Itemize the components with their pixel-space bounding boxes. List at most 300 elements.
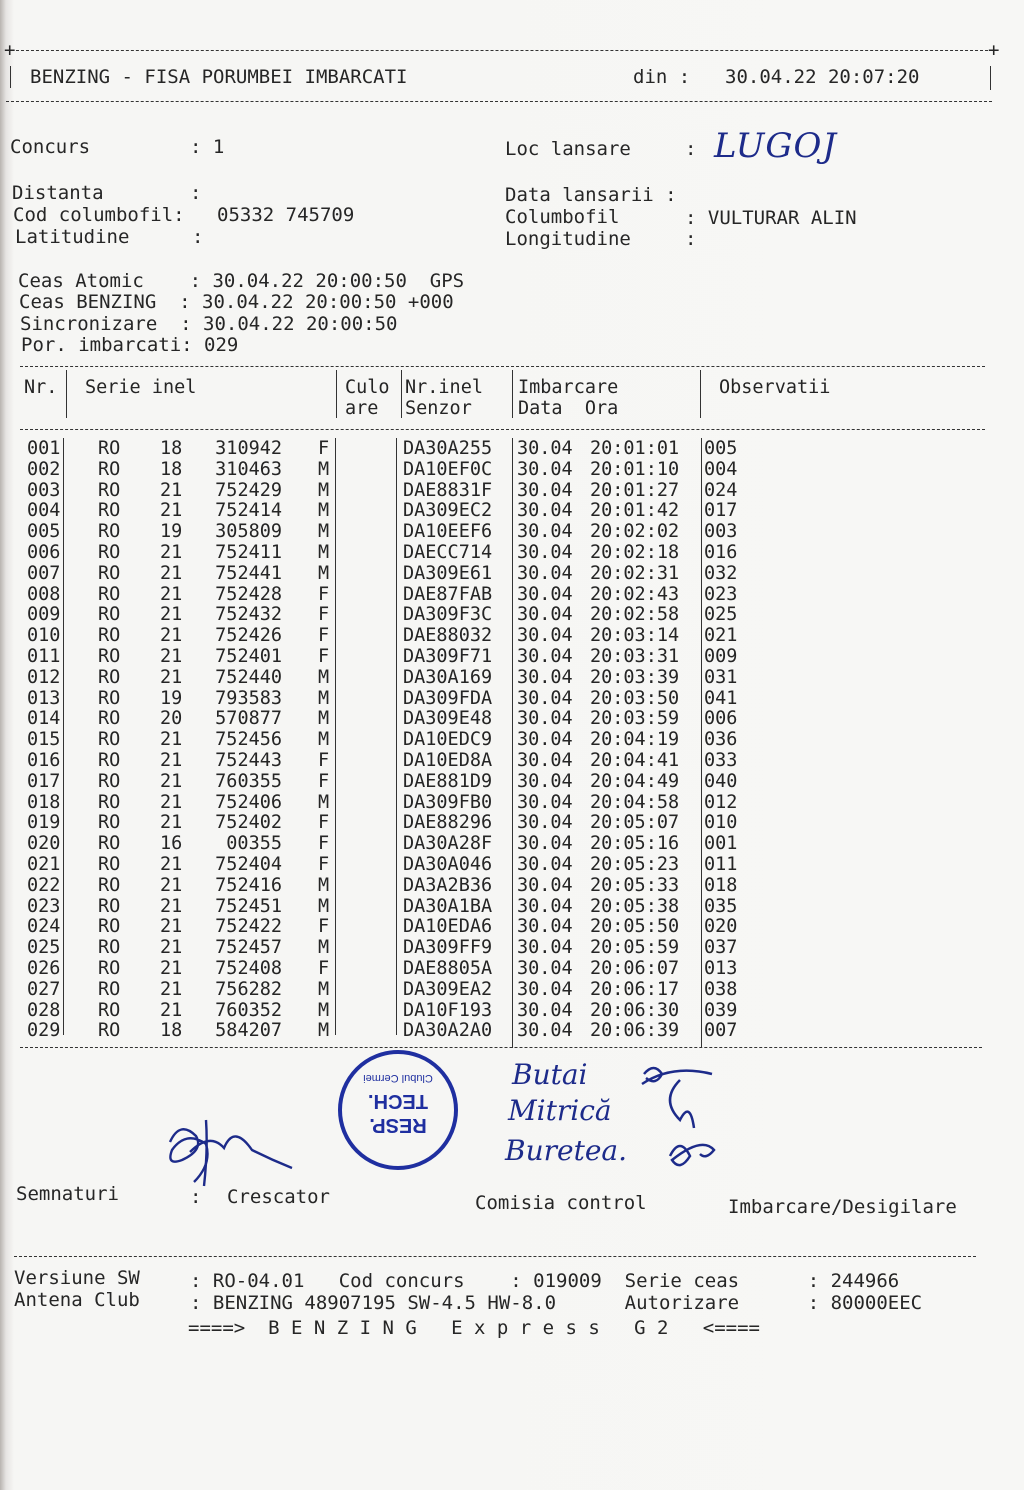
cell-time: 20:04:19 xyxy=(590,729,680,751)
cell-obs: 041 xyxy=(704,687,738,709)
cell-sex: M xyxy=(318,978,330,1000)
cell-obs: 025 xyxy=(704,604,738,626)
document-title: BENZING - FISA PORUMBEI IMBARCATI xyxy=(30,66,408,88)
stamp-text-1: RESP. xyxy=(369,1114,427,1136)
cell-sex: F xyxy=(318,646,330,667)
cell-sex: F xyxy=(318,916,330,938)
cell-country: RO xyxy=(98,583,121,605)
cell-time: 20:01:10 xyxy=(590,458,680,480)
cell-nr: 003 xyxy=(27,479,61,501)
cell-obs: 009 xyxy=(704,646,738,667)
cell-country: RO xyxy=(98,625,121,647)
cell-nr: 015 xyxy=(27,729,61,751)
cell-sex: M xyxy=(318,562,330,584)
cell-obs: 020 xyxy=(704,916,738,938)
cell-obs: 021 xyxy=(704,625,738,647)
table-top-rule xyxy=(20,366,985,367)
cell-obs: 016 xyxy=(704,542,738,563)
cell-ring: 310463 xyxy=(215,458,282,480)
cell-sensor: DAE8805A xyxy=(403,958,493,979)
cell-country: RO xyxy=(98,833,121,855)
cell-obs: 035 xyxy=(704,895,738,917)
concurs-label: Concurs xyxy=(10,136,91,158)
cell-ring: 00355 xyxy=(226,833,282,855)
header-bottom-rule xyxy=(6,101,992,102)
cell-sex: M xyxy=(318,729,330,751)
club-stamp xyxy=(338,1050,458,1170)
imbarcare-label: Imbarcare/Desigilare xyxy=(728,1196,957,1218)
cell-nr: 005 xyxy=(27,521,61,543)
cell-ring: 752451 xyxy=(215,895,282,917)
cell-ring: 752432 xyxy=(215,604,282,626)
cell-year: 21 xyxy=(160,812,183,834)
col-divider xyxy=(66,370,67,418)
cell-ring: 752429 xyxy=(215,479,282,501)
cell-date: 30.04 xyxy=(517,666,573,688)
cell-year: 21 xyxy=(160,916,183,938)
cell-year: 21 xyxy=(160,874,183,896)
cell-year: 21 xyxy=(160,604,183,626)
cell-sensor: DAE88296 xyxy=(403,812,493,834)
cell-sensor: DA10EDC9 xyxy=(403,729,493,751)
cell-year: 21 xyxy=(160,958,183,979)
cell-date: 30.04 xyxy=(517,958,573,979)
latitudine-label: Latitudine xyxy=(15,226,130,248)
col-divider xyxy=(335,438,336,1035)
cell-obs: 037 xyxy=(704,937,738,959)
cell-sensor: DA309EA2 xyxy=(403,978,493,1000)
cell-date: 30.04 xyxy=(517,562,573,584)
cell-nr: 025 xyxy=(27,937,61,959)
footer-line-3: ====> B E N Z I N G E x p r e s s G 2 <==== xyxy=(188,1317,760,1339)
cell-time: 20:02:18 xyxy=(590,542,680,563)
cell-time: 20:04:49 xyxy=(590,770,680,792)
cell-country: RO xyxy=(98,542,121,563)
cell-sex: M xyxy=(318,895,330,917)
ceas-atomic: Ceas Atomic : 30.04.22 20:00:50 GPS xyxy=(18,270,465,292)
cell-sensor: DA309EC2 xyxy=(403,500,493,522)
cell-country: RO xyxy=(98,916,121,938)
cell-year: 18 xyxy=(160,1020,183,1042)
col-header-culoare-2: are xyxy=(345,398,379,419)
cell-country: RO xyxy=(98,1020,121,1042)
cell-date: 30.04 xyxy=(517,604,573,626)
cell-obs: 013 xyxy=(704,958,738,979)
cell-time: 20:02:02 xyxy=(590,521,680,543)
cell-year: 21 xyxy=(160,937,183,959)
cell-obs: 018 xyxy=(704,874,738,896)
cell-sex: M xyxy=(318,1020,330,1042)
cell-date: 30.04 xyxy=(517,750,573,771)
cell-time: 20:01:27 xyxy=(590,479,680,501)
cell-date: 30.04 xyxy=(517,479,573,501)
cell-nr: 027 xyxy=(27,978,61,1000)
cell-sensor: DAE87FAB xyxy=(403,583,493,605)
cell-year: 21 xyxy=(160,562,183,584)
cell-ring: 752443 xyxy=(215,750,282,771)
cell-year: 21 xyxy=(160,583,183,605)
cell-sensor: DAE8831F xyxy=(403,479,493,501)
cell-sensor: DA30A1BA xyxy=(403,895,493,917)
cell-country: RO xyxy=(98,458,121,480)
cell-country: RO xyxy=(98,729,121,751)
cell-sensor: DA30A28F xyxy=(403,833,493,855)
cell-date: 30.04 xyxy=(517,999,573,1021)
por-imbarcati: Por. imbarcati: 029 xyxy=(21,334,239,356)
cell-sensor: DA10ED8A xyxy=(403,750,493,771)
sincronizare: Sincronizare : 30.04.22 20:00:50 xyxy=(20,313,398,335)
col-header-nrinel-2: Senzor xyxy=(405,398,472,419)
cell-ring: 584207 xyxy=(215,1020,282,1042)
cell-nr: 029 xyxy=(27,1020,61,1042)
crescator-signature xyxy=(160,1112,310,1192)
columbofil-value: : VULTURAR ALIN xyxy=(685,207,857,229)
cell-year: 21 xyxy=(160,978,183,1000)
cell-sensor: DAECC714 xyxy=(403,542,493,563)
cell-ring: 310942 xyxy=(215,438,282,459)
cell-time: 20:06:17 xyxy=(590,978,680,1000)
cell-country: RO xyxy=(98,874,121,896)
cell-sensor: DA10F193 xyxy=(403,999,493,1021)
cell-ring: 752426 xyxy=(215,625,282,647)
cell-nr: 022 xyxy=(27,874,61,896)
col-divider xyxy=(512,438,513,1048)
cell-obs: 011 xyxy=(704,854,738,875)
concurs-value: : 1 xyxy=(190,136,225,158)
cod-columbofil-label: Cod columbofil: xyxy=(13,204,185,226)
header-left-bar xyxy=(10,66,11,88)
col-divider xyxy=(396,438,397,1035)
col-header-serie: Serie inel xyxy=(85,377,197,398)
cell-ring: 760352 xyxy=(215,999,282,1021)
cell-obs: 040 xyxy=(704,770,738,792)
cell-obs: 012 xyxy=(704,791,738,813)
cell-ring: 756282 xyxy=(215,978,282,1000)
cell-year: 21 xyxy=(160,666,183,688)
cell-sex: F xyxy=(318,770,330,792)
latitudine-value: : xyxy=(192,226,204,248)
cell-date: 30.04 xyxy=(517,895,573,917)
cell-date: 30.04 xyxy=(517,458,573,480)
header-top-rule xyxy=(6,50,998,51)
cell-nr: 008 xyxy=(27,583,61,605)
cell-nr: 001 xyxy=(27,438,61,459)
loc-lansare-label: Loc lansare xyxy=(505,138,631,160)
stamp-text-2: TECH. xyxy=(368,1090,428,1112)
cell-ring: 752428 xyxy=(215,583,282,605)
cell-date: 30.04 xyxy=(517,687,573,709)
cell-date: 30.04 xyxy=(517,583,573,605)
cell-country: RO xyxy=(98,521,121,543)
cell-nr: 024 xyxy=(27,916,61,938)
col-header-nrinel-1: Nr.inel xyxy=(405,377,483,398)
cell-time: 20:03:14 xyxy=(590,625,680,647)
cell-sensor: DA10EDA6 xyxy=(403,916,493,938)
cell-time: 20:02:43 xyxy=(590,583,680,605)
col-divider xyxy=(401,370,402,418)
cell-date: 30.04 xyxy=(517,729,573,751)
cell-ring: 752422 xyxy=(215,916,282,938)
cell-country: RO xyxy=(98,958,121,979)
cell-sensor: DA309FB0 xyxy=(403,791,493,813)
corner-plus: + xyxy=(4,39,16,61)
longitudine-label: Longitudine xyxy=(505,228,631,250)
cell-time: 20:06:07 xyxy=(590,958,680,979)
col-divider xyxy=(63,438,64,1035)
cell-nr: 002 xyxy=(27,458,61,480)
cell-year: 18 xyxy=(160,458,183,480)
cell-date: 30.04 xyxy=(517,854,573,875)
cell-time: 20:03:59 xyxy=(590,708,680,730)
cell-country: RO xyxy=(98,687,121,709)
cell-ring: 760355 xyxy=(215,770,282,792)
handwritten-name-2: Mitrică xyxy=(508,1094,612,1127)
cell-year: 19 xyxy=(160,521,183,543)
cell-country: RO xyxy=(98,666,121,688)
cell-nr: 023 xyxy=(27,895,61,917)
cell-ring: 752414 xyxy=(215,500,282,522)
cell-time: 20:05:23 xyxy=(590,854,680,875)
cell-ring: 752408 xyxy=(215,958,282,979)
cell-country: RO xyxy=(98,895,121,917)
cell-time: 20:01:42 xyxy=(590,500,680,522)
cell-date: 30.04 xyxy=(517,833,573,855)
cell-time: 20:01:01 xyxy=(590,438,680,459)
cell-nr: 006 xyxy=(27,542,61,563)
cell-nr: 019 xyxy=(27,812,61,834)
col-divider xyxy=(336,370,337,418)
cell-ring: 752441 xyxy=(215,562,282,584)
ceas-benzing: Ceas BENZING : 30.04.22 20:00:50 +000 xyxy=(19,291,454,313)
cod-columbofil-value: 05332 745709 xyxy=(217,204,355,226)
cell-country: RO xyxy=(98,562,121,584)
cell-obs: 017 xyxy=(704,500,738,522)
cell-sensor: DA30A255 xyxy=(403,438,493,459)
col-header-nr: Nr. xyxy=(24,377,58,398)
crescator-label: Crescator xyxy=(227,1186,330,1208)
cell-country: RO xyxy=(98,479,121,501)
cell-sensor: DA309FF9 xyxy=(403,937,493,959)
cell-time: 20:04:41 xyxy=(590,750,680,771)
cell-sensor: DA10EF0C xyxy=(403,458,493,480)
cell-year: 21 xyxy=(160,999,183,1021)
cell-time: 20:04:58 xyxy=(590,791,680,813)
cell-obs: 004 xyxy=(704,458,738,480)
cell-sex: M xyxy=(318,666,330,688)
cell-country: RO xyxy=(98,770,121,792)
cell-sex: M xyxy=(318,458,330,480)
cell-sensor: DAE88032 xyxy=(403,625,493,647)
cell-sex: M xyxy=(318,500,330,522)
footer-rule xyxy=(14,1256,976,1257)
cell-country: RO xyxy=(98,854,121,875)
cell-ring: 793583 xyxy=(215,687,282,709)
cell-date: 30.04 xyxy=(517,646,573,667)
cell-date: 30.04 xyxy=(517,1020,573,1042)
cell-nr: 020 xyxy=(27,833,61,855)
cell-date: 30.04 xyxy=(517,708,573,730)
cell-sex: F xyxy=(318,625,330,647)
cell-country: RO xyxy=(98,708,121,730)
cell-sex: F xyxy=(318,812,330,834)
cell-date: 30.04 xyxy=(517,937,573,959)
cell-sex: F xyxy=(318,604,330,626)
cell-sensor: DA309F3C xyxy=(403,604,493,626)
cell-sensor: DA30A2A0 xyxy=(403,1020,493,1042)
cell-year: 21 xyxy=(160,770,183,792)
cell-ring: 570877 xyxy=(215,708,282,730)
cell-obs: 005 xyxy=(704,438,738,459)
cell-year: 21 xyxy=(160,500,183,522)
cell-nr: 011 xyxy=(27,646,61,667)
cell-nr: 012 xyxy=(27,666,61,688)
cell-date: 30.04 xyxy=(517,770,573,792)
cell-time: 20:05:33 xyxy=(590,874,680,896)
cell-ring: 752406 xyxy=(215,791,282,813)
cell-year: 16 xyxy=(160,833,183,855)
cell-sex: M xyxy=(318,708,330,730)
antena-label: Antena Club xyxy=(14,1289,140,1311)
cell-date: 30.04 xyxy=(517,625,573,647)
cell-country: RO xyxy=(98,500,121,522)
cell-date: 30.04 xyxy=(517,978,573,1000)
cell-date: 30.04 xyxy=(517,542,573,563)
handwritten-signature-marks xyxy=(630,1058,750,1178)
col-header-culoare-1: Culo xyxy=(345,377,390,398)
cell-obs: 001 xyxy=(704,833,738,855)
col-header-imbarcare-1: Imbarcare xyxy=(518,377,619,398)
cell-sex: M xyxy=(318,937,330,959)
cell-time: 20:02:58 xyxy=(590,604,680,626)
header-right-bar xyxy=(990,66,991,90)
stamp-text-3: Clubul Cermei xyxy=(363,1072,433,1084)
cell-sex: M xyxy=(318,874,330,896)
cell-year: 21 xyxy=(160,750,183,771)
cell-year: 21 xyxy=(160,479,183,501)
cell-time: 20:02:31 xyxy=(590,562,680,584)
cell-obs: 038 xyxy=(704,978,738,1000)
cell-nr: 028 xyxy=(27,999,61,1021)
cell-year: 19 xyxy=(160,687,183,709)
cell-obs: 039 xyxy=(704,999,738,1021)
cell-sex: F xyxy=(318,750,330,771)
cell-year: 21 xyxy=(160,542,183,563)
cell-sex: M xyxy=(318,479,330,501)
cell-nr: 021 xyxy=(27,854,61,875)
cell-sensor: DA30A046 xyxy=(403,854,493,875)
cell-nr: 017 xyxy=(27,770,61,792)
semnaturi-label: Semnaturi xyxy=(16,1183,119,1205)
cell-sensor: DAE881D9 xyxy=(403,770,493,792)
semnaturi-sep: : xyxy=(190,1186,202,1208)
cell-obs: 031 xyxy=(704,666,738,688)
cell-year: 21 xyxy=(160,625,183,647)
cell-time: 20:06:39 xyxy=(590,1020,680,1042)
cell-year: 21 xyxy=(160,729,183,751)
handwritten-name-1: Butai xyxy=(512,1058,588,1091)
cell-country: RO xyxy=(98,937,121,959)
cell-country: RO xyxy=(98,978,121,1000)
cell-year: 20 xyxy=(160,708,183,730)
cell-time: 20:03:50 xyxy=(590,687,680,709)
col-divider xyxy=(700,370,701,418)
longitudine-value: : xyxy=(685,228,697,250)
print-date: 30.04.22 20:07:20 xyxy=(725,66,920,88)
cell-sex: F xyxy=(318,854,330,875)
cell-year: 21 xyxy=(160,791,183,813)
cell-date: 30.04 xyxy=(517,791,573,813)
comisia-label: Comisia control xyxy=(475,1192,647,1214)
cell-ring: 305809 xyxy=(215,521,282,543)
cell-time: 20:05:16 xyxy=(590,833,680,855)
cell-obs: 032 xyxy=(704,562,738,584)
col-header-imbarcare-2: Data Ora xyxy=(518,398,619,419)
columbofil-label: Columbofil xyxy=(505,206,620,228)
cell-nr: 018 xyxy=(27,791,61,813)
cell-sensor: DA309E61 xyxy=(403,562,493,584)
date-label: din : xyxy=(633,66,691,88)
cell-nr: 013 xyxy=(27,687,61,709)
cell-nr: 016 xyxy=(27,750,61,771)
distanta-label: Distanta xyxy=(12,182,104,204)
cell-ring: 752402 xyxy=(215,812,282,834)
cell-sensor: DA10EEF6 xyxy=(403,521,493,543)
loc-lansare-handwritten: LUGOJ xyxy=(714,126,838,166)
cell-ring: 752416 xyxy=(215,874,282,896)
cell-obs: 033 xyxy=(704,750,738,771)
cell-obs: 006 xyxy=(704,708,738,730)
cell-nr: 009 xyxy=(27,604,61,626)
cell-sex: F xyxy=(318,958,330,979)
cell-obs: 010 xyxy=(704,812,738,834)
cell-nr: 007 xyxy=(27,562,61,584)
cell-country: RO xyxy=(98,604,121,626)
cell-country: RO xyxy=(98,812,121,834)
cell-sex: M xyxy=(318,542,330,563)
cell-country: RO xyxy=(98,750,121,771)
col-header-observatii: Observatii xyxy=(719,377,831,398)
distanta-value: : xyxy=(190,182,202,204)
cell-sensor: DA309FDA xyxy=(403,687,493,709)
cell-year: 21 xyxy=(160,646,183,667)
cell-obs: 007 xyxy=(704,1020,738,1042)
cell-country: RO xyxy=(98,438,121,459)
cell-sex: F xyxy=(318,583,330,605)
cell-year: 21 xyxy=(160,895,183,917)
corner-plus: + xyxy=(988,39,1000,61)
cell-nr: 004 xyxy=(27,500,61,522)
cell-obs: 003 xyxy=(704,521,738,543)
cell-obs: 024 xyxy=(704,479,738,501)
cell-ring: 752457 xyxy=(215,937,282,959)
col-divider xyxy=(701,438,702,1048)
cell-country: RO xyxy=(98,646,121,667)
cell-date: 30.04 xyxy=(517,916,573,938)
versiune-label: Versiune SW xyxy=(14,1267,140,1289)
cell-nr: 014 xyxy=(27,708,61,730)
table-header-rule xyxy=(20,429,985,430)
table-bottom-rule xyxy=(20,1047,982,1048)
loc-lansare-sep: : xyxy=(685,138,697,160)
cell-country: RO xyxy=(98,999,121,1021)
cell-obs: 023 xyxy=(704,583,738,605)
cell-date: 30.04 xyxy=(517,500,573,522)
cell-time: 20:05:38 xyxy=(590,895,680,917)
handwritten-name-3: Buretea. xyxy=(505,1134,627,1167)
footer-line-1: : RO-04.01 Cod concurs : 019009 Serie ceas : 244966 xyxy=(190,1270,900,1292)
cell-date: 30.04 xyxy=(517,438,573,459)
cell-year: 21 xyxy=(160,854,183,875)
